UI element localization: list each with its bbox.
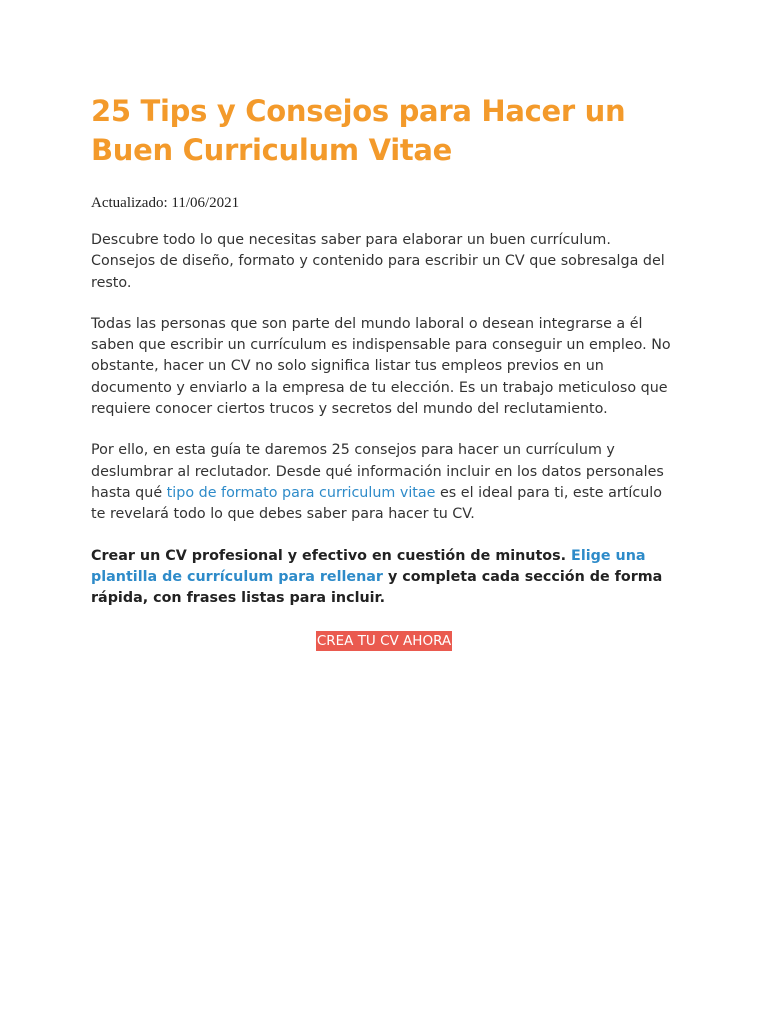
template-link[interactable]: Elige una plantilla de currículum para rellenar	[91, 547, 646, 585]
intro-paragraph: Descubre todo lo que necesitas saber para elaborar un buen currículum. Consejos de diseño, formato y contenido para escribir un CV que sobresalga del resto.	[91, 232, 665, 291]
context-paragraph: Todas las personas que son parte del mundo laboral o desean integrarse a él saben que escribir un currículum es indispensable para conseguir un empleo. No obstante, hacer un CV no solo significa listar tus empleos previos en un documento y enviarlo a la empresa de tu elección. Es un trabajo meticuloso que requiere conocer ciertos trucos y secretos del mundo del reclutamiento.	[91, 315, 671, 418]
guide-text-before: Por ello, en esta guía te daremos 25 consejos para hacer un currículum y deslumbrar al reclutador. Desde qué información incluir en los datos personales hasta qué	[91, 442, 664, 501]
guide-text-after: es el ideal para ti, este artículo te revelará todo lo que debes saber para hacer tu CV.	[91, 484, 662, 523]
updated-date: Actualizado: 11/06/2021	[91, 195, 240, 211]
guide-paragraph	[91, 440, 678, 525]
create-cv-button[interactable]: CREA TU CV AHORA	[316, 633, 452, 650]
promo-text-before: Crear un CV profesional y efectivo en cuestión de minutos.	[91, 547, 572, 564]
format-type-link[interactable]: tipo de formato para curriculum vitae	[166, 484, 436, 501]
promo-paragraph	[91, 546, 678, 610]
cta-container	[91, 631, 677, 651]
article-title: 25 Tips y Consejos para Hacer un Buen Curriculum Vitae	[91, 94, 626, 167]
promo-text-after: y completa cada sección de forma rápida, con frases listas para incluir.	[91, 568, 663, 607]
